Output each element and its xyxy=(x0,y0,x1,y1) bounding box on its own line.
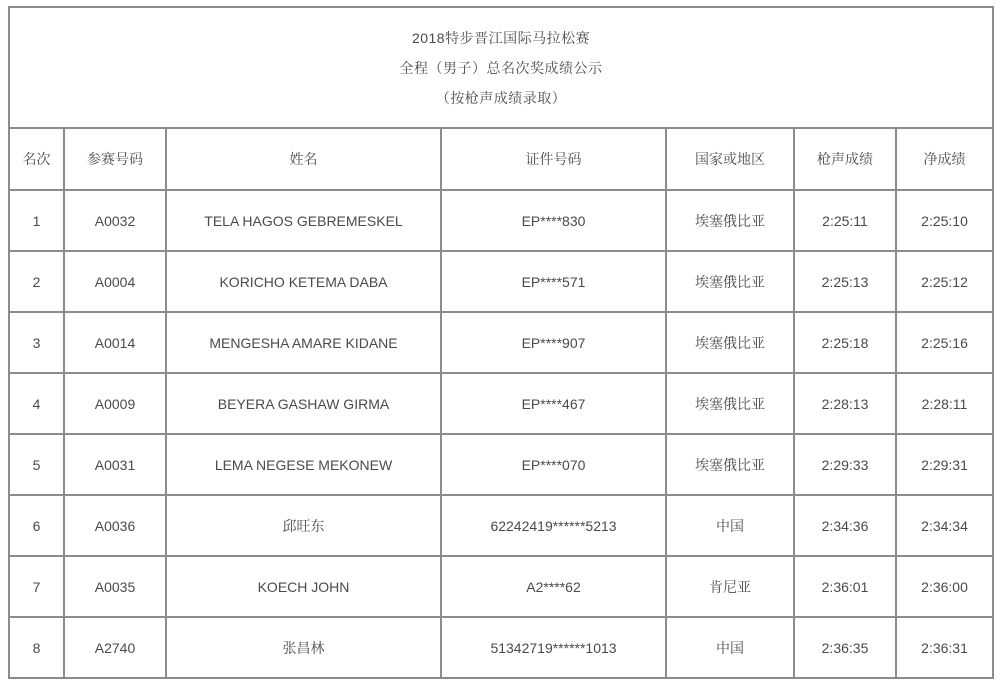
table-cell: 2:25:13 xyxy=(794,251,896,312)
table-cell: A0035 xyxy=(64,556,166,617)
table-cell: 2:29:33 xyxy=(794,434,896,495)
table-cell: 2:25:16 xyxy=(896,312,993,373)
table-cell: 51342719******1013 xyxy=(441,617,666,678)
table-cell: EP****571 xyxy=(441,251,666,312)
table-row xyxy=(9,617,993,678)
column-header: 证件号码 xyxy=(441,128,666,190)
table-cell: 张昌林 xyxy=(166,617,441,678)
table-cell: 2:34:34 xyxy=(896,495,993,556)
table-row xyxy=(9,251,993,312)
table-cell: 1 xyxy=(9,190,64,251)
table-cell: 埃塞俄比亚 xyxy=(666,251,794,312)
column-header: 净成绩 xyxy=(896,128,993,190)
table-cell: 7 xyxy=(9,556,64,617)
table-cell: EP****467 xyxy=(441,373,666,434)
table-cell: 62242419******5213 xyxy=(441,495,666,556)
column-header: 参赛号码 xyxy=(64,128,166,190)
table-cell: 2:25:11 xyxy=(794,190,896,251)
table-cell: 邱旺东 xyxy=(166,495,441,556)
table-cell: 肯尼亚 xyxy=(666,556,794,617)
column-header: 枪声成绩 xyxy=(794,128,896,190)
column-header: 名次 xyxy=(9,128,64,190)
table-cell: 2:34:36 xyxy=(794,495,896,556)
table-cell: BEYERA GASHAW GIRMA xyxy=(166,373,441,434)
table-cell: EP****907 xyxy=(441,312,666,373)
table-cell: 埃塞俄比亚 xyxy=(666,190,794,251)
table-cell: KORICHO KETEMA DABA xyxy=(166,251,441,312)
table-cell: 2:28:11 xyxy=(896,373,993,434)
results-body xyxy=(9,190,993,678)
table-cell: 中国 xyxy=(666,495,794,556)
title-row xyxy=(9,7,993,128)
table-cell: A0032 xyxy=(64,190,166,251)
table-cell: EP****830 xyxy=(441,190,666,251)
table-cell: A0009 xyxy=(64,373,166,434)
table-cell: 5 xyxy=(9,434,64,495)
table-cell: MENGESHA AMARE KIDANE xyxy=(166,312,441,373)
table-cell: 2:36:01 xyxy=(794,556,896,617)
table-cell: A0014 xyxy=(64,312,166,373)
table-cell: 8 xyxy=(9,617,64,678)
table-cell: 3 xyxy=(9,312,64,373)
table-cell: 2:36:31 xyxy=(896,617,993,678)
table-row xyxy=(9,373,993,434)
table-cell: 4 xyxy=(9,373,64,434)
table-cell: 2:29:31 xyxy=(896,434,993,495)
table-row xyxy=(9,495,993,556)
table-cell: 2 xyxy=(9,251,64,312)
table-cell: 埃塞俄比亚 xyxy=(666,434,794,495)
table-cell: KOECH JOHN xyxy=(166,556,441,617)
table-cell: 埃塞俄比亚 xyxy=(666,312,794,373)
results-table xyxy=(8,6,994,679)
table-cell: A2****62 xyxy=(441,556,666,617)
table-cell: LEMA NEGESE MEKONEW xyxy=(166,434,441,495)
title-cell xyxy=(9,7,993,128)
table-cell: 6 xyxy=(9,495,64,556)
column-header: 姓名 xyxy=(166,128,441,190)
table-cell: 埃塞俄比亚 xyxy=(666,373,794,434)
table-cell: A0031 xyxy=(64,434,166,495)
column-header: 国家或地区 xyxy=(666,128,794,190)
document-note: （按枪声成绩录取） xyxy=(435,89,567,106)
table-row xyxy=(9,556,993,617)
table-row xyxy=(9,312,993,373)
document-title: 2018特步晋江国际马拉松赛 xyxy=(411,29,591,46)
table-cell: 2:36:00 xyxy=(896,556,993,617)
title-block xyxy=(10,8,992,127)
header-row xyxy=(9,128,993,190)
table-cell: 中国 xyxy=(666,617,794,678)
table-cell: EP****070 xyxy=(441,434,666,495)
table-cell: 2:36:35 xyxy=(794,617,896,678)
table-row xyxy=(9,434,993,495)
table-cell: A0036 xyxy=(64,495,166,556)
table-cell: A0004 xyxy=(64,251,166,312)
table-cell: 2:28:13 xyxy=(794,373,896,434)
table-row xyxy=(9,190,993,251)
table-cell: 2:25:12 xyxy=(896,251,993,312)
table-cell: TELA HAGOS GEBREMESKEL xyxy=(166,190,441,251)
table-cell: 2:25:10 xyxy=(896,190,993,251)
document-subtitle: 全程（男子）总名次奖成绩公示 xyxy=(399,59,603,76)
table-cell: 2:25:18 xyxy=(794,312,896,373)
table-cell: A2740 xyxy=(64,617,166,678)
